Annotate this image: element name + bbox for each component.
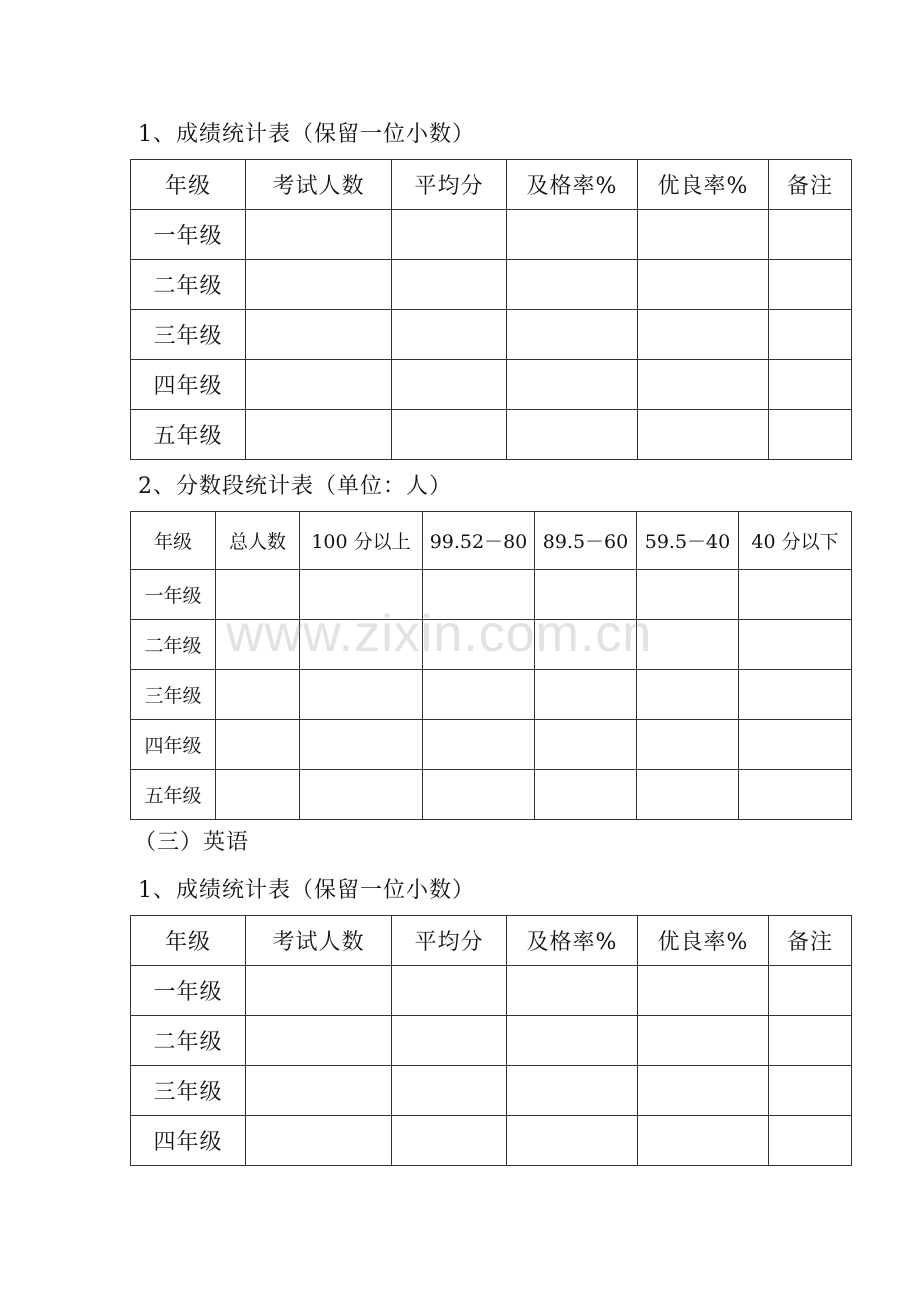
table-cell[interactable] [638, 410, 769, 460]
table-header-row [131, 916, 852, 966]
table-cell[interactable] [769, 966, 852, 1016]
table-row [131, 410, 852, 460]
table-cell[interactable] [638, 1016, 769, 1066]
table-row [131, 670, 852, 720]
table-cell[interactable] [507, 966, 638, 1016]
table-cell[interactable] [637, 770, 739, 820]
header-excellent-rate: 优良率% [638, 916, 769, 966]
table-cell[interactable] [392, 1066, 507, 1116]
table-row [131, 770, 852, 820]
header-pass-rate: 及格率% [507, 916, 638, 966]
row-grade-label: 一年级 [131, 966, 246, 1016]
header-grade: 年级 [131, 160, 246, 210]
table-cell[interactable] [638, 260, 769, 310]
table-row [131, 966, 852, 1016]
row-grade-label: 三年级 [131, 670, 216, 720]
header-average: 平均分 [392, 160, 507, 210]
table-cell[interactable] [769, 1016, 852, 1066]
table-cell[interactable] [216, 670, 300, 720]
table-cell[interactable] [739, 770, 852, 820]
table-cell[interactable] [300, 620, 423, 670]
table-cell[interactable] [535, 770, 637, 820]
table-row [131, 720, 852, 770]
table-cell[interactable] [246, 360, 392, 410]
table-cell[interactable] [769, 310, 852, 360]
table-cell[interactable] [507, 360, 638, 410]
header-average: 平均分 [392, 916, 507, 966]
table-cell[interactable] [637, 570, 739, 620]
table-cell[interactable] [392, 1116, 507, 1166]
table-row [131, 1066, 852, 1116]
header-remarks: 备注 [769, 160, 852, 210]
table-cell[interactable] [638, 360, 769, 410]
header-range-59-40: 59.5－40 [637, 512, 739, 570]
table-cell[interactable] [507, 1066, 638, 1116]
table-cell[interactable] [637, 720, 739, 770]
section2-caption: 2、分数段统计表（单位：人） [138, 474, 452, 499]
table-cell[interactable] [507, 310, 638, 360]
table-cell[interactable] [535, 620, 637, 670]
row-grade-label: 五年级 [131, 770, 216, 820]
watermark: www.zixin.com.cn [226, 605, 653, 663]
table-cell[interactable] [769, 260, 852, 310]
table-cell[interactable] [637, 620, 739, 670]
table-cell[interactable] [392, 1016, 507, 1066]
table-cell[interactable] [216, 720, 300, 770]
table-cell[interactable] [392, 310, 507, 360]
table-cell[interactable] [423, 570, 535, 620]
table-cell[interactable] [246, 260, 392, 310]
header-grade: 年级 [131, 916, 246, 966]
table-cell[interactable] [300, 570, 423, 620]
table-cell[interactable] [535, 670, 637, 720]
table-cell[interactable] [739, 570, 852, 620]
table-cell[interactable] [216, 770, 300, 820]
table-cell[interactable] [246, 1116, 392, 1166]
header-range-below-40: 40 分以下 [739, 512, 852, 570]
table-header-row [131, 512, 852, 570]
score-stats-table-1 [130, 159, 852, 460]
table-row [131, 310, 852, 360]
table-cell[interactable] [769, 360, 852, 410]
table-row [131, 1116, 852, 1166]
row-grade-label: 二年级 [131, 1016, 246, 1066]
row-grade-label: 三年级 [131, 310, 246, 360]
table-row [131, 360, 852, 410]
table-cell[interactable] [638, 310, 769, 360]
header-exam-count: 考试人数 [246, 160, 392, 210]
table-cell[interactable] [769, 1066, 852, 1116]
table-row [131, 620, 852, 670]
table-cell[interactable] [392, 360, 507, 410]
section1-caption: 1、成绩统计表（保留一位小数） [138, 122, 475, 147]
header-range-100-plus: 100 分以上 [300, 512, 423, 570]
header-grade: 年级 [131, 512, 216, 570]
table-cell[interactable] [739, 720, 852, 770]
table-cell[interactable] [246, 210, 392, 260]
table-cell[interactable] [769, 1116, 852, 1166]
table-cell[interactable] [638, 1066, 769, 1116]
table-cell[interactable] [535, 570, 637, 620]
table-cell[interactable] [423, 670, 535, 720]
table-cell[interactable] [638, 1116, 769, 1166]
table-cell[interactable] [739, 670, 852, 720]
row-grade-label: 一年级 [131, 210, 246, 260]
score-stats-table-english [130, 915, 852, 1166]
table-cell[interactable] [423, 720, 535, 770]
table-cell[interactable] [739, 620, 852, 670]
table-cell[interactable] [535, 720, 637, 770]
table-cell[interactable] [638, 210, 769, 260]
table-cell[interactable] [246, 1066, 392, 1116]
table-cell[interactable] [769, 410, 852, 460]
table-cell[interactable] [246, 966, 392, 1016]
header-total-count: 总人数 [216, 512, 300, 570]
header-range-89-60: 89.5－60 [535, 512, 637, 570]
row-grade-label: 四年级 [131, 720, 216, 770]
row-grade-label: 三年级 [131, 1066, 246, 1116]
table-row [131, 570, 852, 620]
table-cell[interactable] [638, 966, 769, 1016]
table-cell[interactable] [507, 410, 638, 460]
table-cell[interactable] [507, 1116, 638, 1166]
table-cell[interactable] [507, 260, 638, 310]
header-range-99-80: 99.52－80 [423, 512, 535, 570]
table-cell[interactable] [300, 770, 423, 820]
table-cell[interactable] [392, 410, 507, 460]
table-cell[interactable] [300, 720, 423, 770]
row-grade-label: 二年级 [131, 260, 246, 310]
header-pass-rate: 及格率% [507, 160, 638, 210]
score-range-table [130, 511, 852, 820]
row-grade-label: 五年级 [131, 410, 246, 460]
table-cell[interactable] [246, 1016, 392, 1066]
table-row [131, 210, 852, 260]
table-cell[interactable] [423, 770, 535, 820]
table-cell[interactable] [216, 570, 300, 620]
table-cell[interactable] [507, 210, 638, 260]
table-cell[interactable] [769, 210, 852, 260]
section3-caption: 1、成绩统计表（保留一位小数） [138, 878, 475, 903]
row-grade-label: 四年级 [131, 360, 246, 410]
table-cell[interactable] [300, 670, 423, 720]
subject-heading-english: （三）英语 [134, 830, 250, 855]
row-grade-label: 四年级 [131, 1116, 246, 1166]
row-grade-label: 二年级 [131, 620, 216, 670]
table-cell[interactable] [507, 1016, 638, 1066]
header-remarks: 备注 [769, 916, 852, 966]
header-excellent-rate: 优良率% [638, 160, 769, 210]
table-cell[interactable] [246, 310, 392, 360]
table-cell[interactable] [392, 260, 507, 310]
table-cell[interactable] [423, 620, 535, 670]
table-header-row [131, 160, 852, 210]
header-exam-count: 考试人数 [246, 916, 392, 966]
table-cell[interactable] [637, 670, 739, 720]
table-row [131, 260, 852, 310]
table-cell[interactable] [392, 210, 507, 260]
table-cell[interactable] [216, 620, 300, 670]
table-cell[interactable] [392, 966, 507, 1016]
row-grade-label: 一年级 [131, 570, 216, 620]
table-row [131, 1016, 852, 1066]
table-cell[interactable] [246, 410, 392, 460]
